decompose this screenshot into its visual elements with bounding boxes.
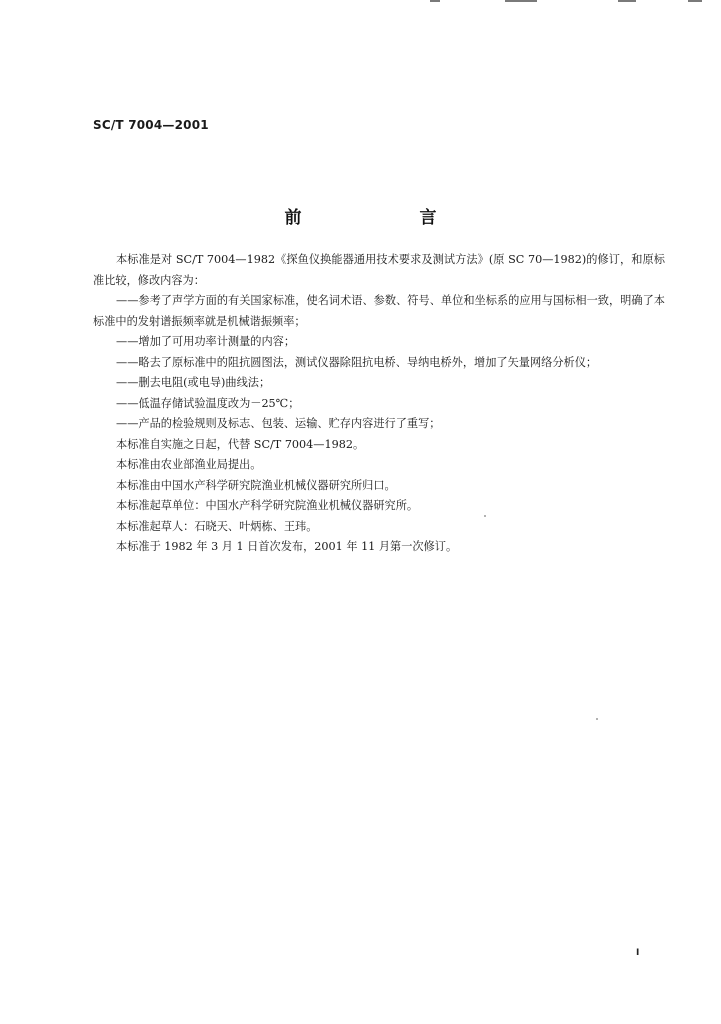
paragraph-change-test-instruments: ——略去了原标准中的阻抗圆图法，测试仪器除阻抗电桥、导纳电桥外，增加了矢量网络分析仪； — [116, 355, 598, 369]
foreword-body — [93, 250, 665, 558]
scan-artifact — [430, 0, 440, 2]
scan-artifact — [688, 0, 702, 2]
paragraph-publication-history: 本标准于 1982 年 3 月 1 日首次发布，2001 年 11 月第一次修订。 — [116, 540, 458, 553]
standard-code: SC/T 7004—2001 — [93, 118, 209, 132]
paragraph-change-resistance-curve: ——删去电阻(或电导)曲线法； — [116, 376, 271, 389]
scan-speck — [484, 515, 486, 517]
page-number: I — [636, 948, 640, 958]
section-title: 前 言 — [284, 208, 493, 228]
paragraph-change-terms: ——参考了声学方面的有关国家标准，使名词术语、参数、符号、单位和坐标系的应用与国标相一致，明确了本标准中的发射谱振频率就是机械谐振频率； — [93, 294, 665, 328]
paragraph-change-storage-temp: ——低温存储试验温度改为－25℃； — [116, 396, 300, 410]
paragraph-replaces: 本标准自实施之日起，代替 SC/T 7004—1982。 — [116, 437, 365, 451]
paragraph-change-power-meter: ——增加了可用功率计测量的内容； — [116, 335, 296, 348]
scan-speck — [596, 718, 598, 720]
paragraph-change-inspection-rules: ——产品的检验规则及标志、包装、运输、贮存内容进行了重写； — [116, 417, 441, 430]
paragraph-administered-by: 本标准由中国水产科学研究院渔业机械仪器研究所归口。 — [116, 478, 396, 492]
paragraph-proposed-by: 本标准由农业部渔业局提出。 — [116, 458, 262, 471]
scan-artifact — [505, 0, 537, 2]
paragraph-revision-intro: 本标准是对 SC/T 7004—1982《探鱼仪换能器通用技术要求及测试方法》(原 SC 70—1982)的修订，和原标准比较，修改内容为： — [93, 253, 665, 287]
paragraph-drafting-unit: 本标准起草单位：中国水产科学研究院渔业机械仪器研究所。 — [116, 499, 419, 512]
scan-artifact — [618, 0, 636, 2]
paragraph-drafters: 本标准起草人：石晓天、叶炳栋、王玮。 — [116, 519, 318, 533]
